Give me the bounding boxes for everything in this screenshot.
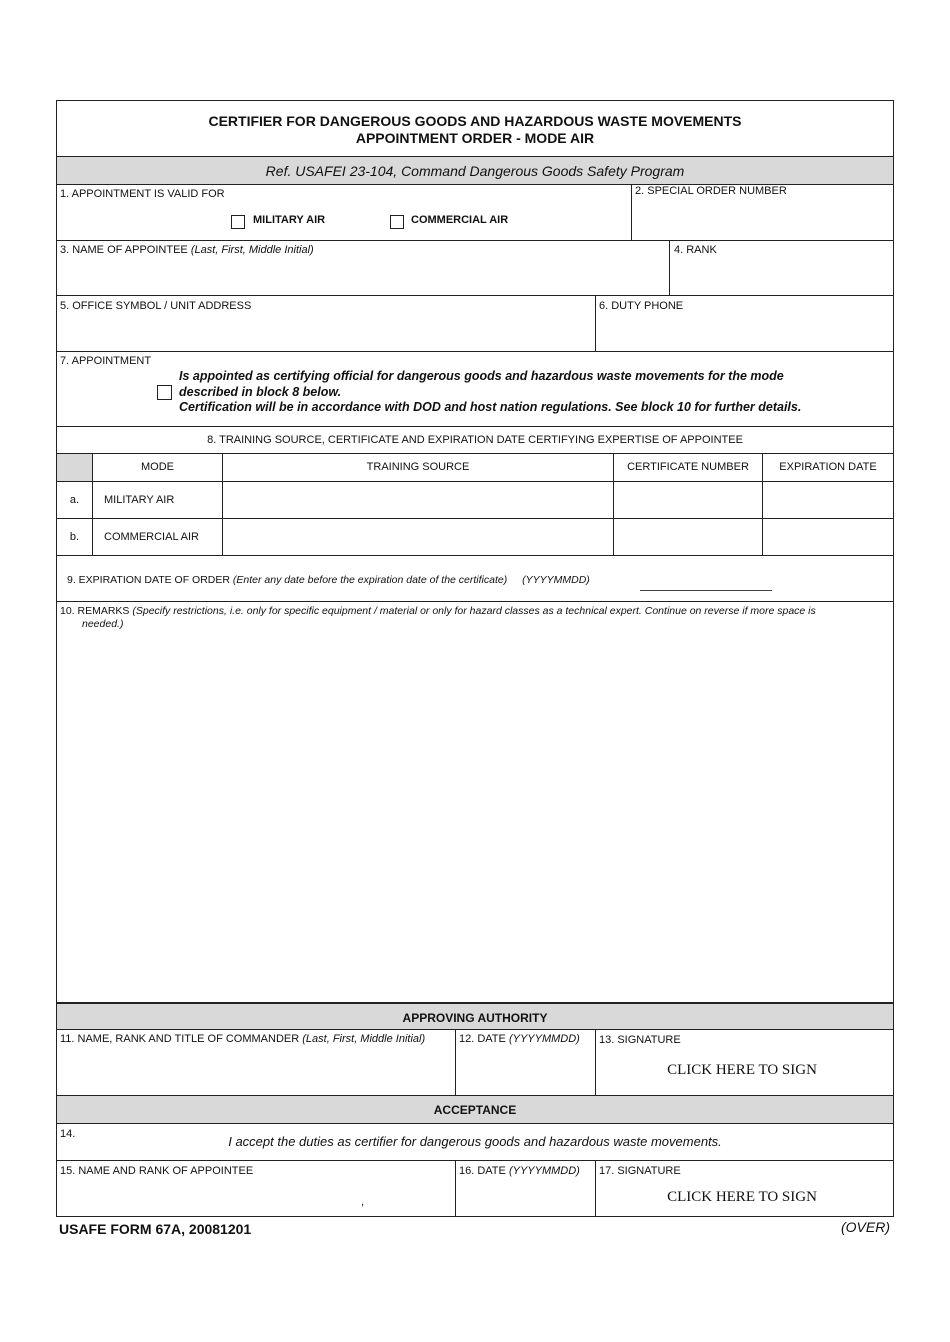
commercial-air-checkbox[interactable]: [390, 215, 404, 229]
block12-label: 12. DATE: [459, 1033, 506, 1045]
block3-field[interactable]: [57, 240, 669, 295]
block14-label: 14.: [60, 1128, 76, 1140]
block8-title-row: [57, 426, 893, 453]
block15-mark: ,: [361, 1196, 365, 1208]
block17-label: 17. SIGNATURE: [599, 1165, 681, 1177]
approver-sign-button[interactable]: CLICK HERE TO SIGN: [667, 1062, 817, 1078]
block8-label: 8. TRAINING SOURCE, CERTIFICATE AND EXPIRATION DATE CERTIFYING EXPERTISE OF APPOINTEE: [207, 434, 743, 446]
block10-hint2: needed.): [82, 618, 124, 630]
block9-label-wrap: [67, 574, 590, 586]
table-corner-cell: [57, 454, 92, 481]
block10-hint1: (Specify restrictions, i.e. only for specific equipment / material or only for hazard classes as a technical expert. Continue on reverse if more space is: [132, 605, 816, 617]
row-letter: b.: [69, 531, 80, 543]
expiration-date-input[interactable]: [762, 519, 893, 555]
block11-label-wrap: [60, 1033, 455, 1045]
block4-field[interactable]: [669, 240, 893, 295]
block16-label-wrap: [459, 1165, 595, 1177]
row-mode-text: MILITARY AIR: [104, 494, 175, 506]
block2-field[interactable]: [631, 184, 893, 240]
block9-format: (YYYYMMDD): [522, 574, 590, 586]
appointee-sign-button[interactable]: CLICK HERE TO SIGN: [667, 1189, 817, 1205]
block6-field[interactable]: [595, 295, 893, 351]
acceptance-header: [57, 1095, 893, 1124]
form-title-line2: APPOINTMENT ORDER - MODE AIR: [355, 130, 595, 146]
block15-label: 15. NAME AND RANK OF APPOINTEE: [60, 1165, 254, 1177]
reference-band: [57, 156, 893, 184]
block16-field[interactable]: [455, 1160, 595, 1217]
block9-hint: (Enter any date before the expiration date of the certificate): [232, 574, 508, 586]
reference-text: Ref. USAFEI 23-104, Command Dangerous Goods Safety Program: [265, 163, 685, 179]
block13-label: 13. SIGNATURE: [599, 1034, 681, 1046]
block10-label-wrap: [60, 605, 888, 631]
block16-label: 16. DATE: [459, 1165, 506, 1177]
expiration-date-input[interactable]: [762, 482, 893, 518]
block3-label-wrap: [60, 244, 669, 256]
row-mode: [92, 519, 222, 555]
table-header-training: TRAINING SOURCE: [222, 454, 613, 481]
expiration-date-of-order-input[interactable]: [640, 574, 772, 591]
block12-field[interactable]: [455, 1030, 595, 1095]
training-source-input[interactable]: [222, 519, 613, 555]
block7-text3: Certification will be in accordance with DOD and host nation regulations. See block 10 for further details.: [179, 400, 802, 414]
table-header-expiration: EXPIRATION DATE: [762, 454, 893, 481]
certificate-number-input[interactable]: [613, 482, 762, 518]
block14-text: I accept the duties as certifier for dangerous goods and hazardous waste movements.: [228, 1134, 722, 1149]
form-title: [56, 113, 894, 147]
block10-label: 10. REMARKS: [60, 605, 130, 617]
row-mode: [92, 482, 222, 518]
training-source-input[interactable]: [222, 482, 613, 518]
block1-label: 1. APPOINTMENT IS VALID FOR: [60, 188, 225, 200]
block7-text2: described in block 8 below.: [179, 384, 342, 399]
block7-statement: [179, 369, 889, 416]
block12-label-wrap: [459, 1033, 595, 1045]
block11-label: 11. NAME, RANK AND TITLE OF COMMANDER: [60, 1033, 300, 1045]
approving-header-text: APPROVING AUTHORITY: [402, 1011, 548, 1025]
block7-label: 7. APPOINTMENT: [60, 355, 152, 367]
block6-label: 6. DUTY PHONE: [599, 300, 684, 312]
acceptance-header-text: ACCEPTANCE: [433, 1103, 517, 1117]
over-note: (OVER): [841, 1219, 890, 1235]
row-mode-text: COMMERCIAL AIR: [104, 531, 199, 543]
form-title-line1: CERTIFIER FOR DANGEROUS GOODS AND HAZARDOUS WASTE MOVEMENTS: [208, 113, 742, 129]
block11-hint: (Last, First, Middle Initial): [302, 1033, 426, 1045]
block15-field[interactable]: [57, 1160, 455, 1217]
block2-label: 2. SPECIAL ORDER NUMBER: [635, 185, 787, 197]
row-divider: [57, 351, 893, 352]
appointment-checkbox[interactable]: [157, 385, 172, 400]
military-air-label: MILITARY AIR: [253, 214, 326, 226]
table-header-certificate: CERTIFICATE NUMBER: [613, 454, 762, 481]
row-letter: a.: [69, 494, 80, 506]
row-divider: [57, 555, 893, 556]
block3-hint: (Last, First, Middle Initial): [190, 244, 314, 256]
block16-hint: (YYYYMMDD): [508, 1165, 580, 1177]
block13-field: [595, 1030, 893, 1095]
certificate-number-input[interactable]: [613, 519, 762, 555]
table-header-mode: MODE: [92, 454, 222, 481]
block12-hint: (YYYYMMDD): [508, 1033, 580, 1045]
block9-label: 9. EXPIRATION DATE OF ORDER: [67, 574, 230, 586]
block5-field[interactable]: [57, 295, 595, 351]
block3-label: 3. NAME OF APPOINTEE: [60, 244, 188, 256]
military-air-checkbox[interactable]: [231, 215, 245, 229]
approving-header: [57, 1002, 893, 1030]
commercial-air-label: COMMERCIAL AIR: [411, 214, 509, 226]
block7-text1: Is appointed as certifying official for dangerous goods and hazardous waste movements for the mode: [179, 369, 784, 383]
block17-field: [595, 1160, 893, 1217]
remarks-field[interactable]: [57, 601, 893, 1002]
block5-label: 5. OFFICE SYMBOL / UNIT ADDRESS: [60, 300, 252, 312]
block4-label: 4. RANK: [674, 244, 717, 256]
block11-field[interactable]: [57, 1030, 455, 1095]
form-id: USAFE FORM 67A, 20081201: [59, 1221, 252, 1237]
